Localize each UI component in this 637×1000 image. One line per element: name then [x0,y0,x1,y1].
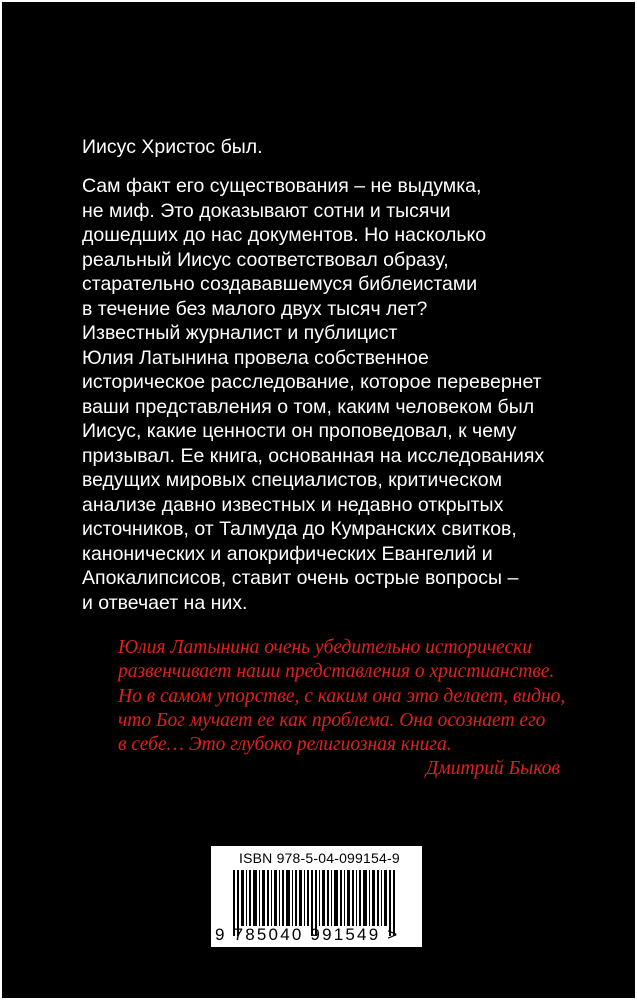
blurb-line: Апокалипсисов, ставит очень острые вопросы – [82,567,519,589]
review-quote [118,636,588,782]
blurb-line: Юлия Латынина провела собственное [82,346,429,369]
blurb-paragraph-2 [82,174,486,321]
quote-line: что Бог мучает ее как проблема. Она осознает его [118,709,546,731]
isbn-barcode [211,846,422,947]
blurb-line: дошедших до нас документов. Но насколько [82,224,487,246]
blurb-line: историческое расследование, которое перевернет [82,371,542,393]
blurb-line: призывал. Ее книга, основанная на исследованиях [82,444,545,467]
blurb-line: Иисус, какие ценности он проповедовал, к чему [82,420,517,442]
quote-author: Дмитрий Быков [425,758,560,780]
blurb-line: ведущих мировых специалистов, критическом [82,469,503,491]
quote-line: Юлия Латынина очень убедительно исторически [118,637,533,658]
blurb-paragraph-3 [82,321,544,615]
back-cover [2,2,635,998]
barcode-digits: 9 785040 991549 > [215,925,400,944]
blurb-line: Известный журналист и публицист [82,322,398,344]
blurb-line: анализе давно известных и недавно открытых [82,493,504,516]
quote-line: в себе… Это глубоко религиозная книга. [118,734,452,756]
quote-line: Но в самом упорстве, с каким она это делает, видно, [118,685,566,707]
quote-line: развенчивает наши представления о христианстве. [118,661,555,683]
blurb-line: источников, от Талмуда до Кумранских свитков, [82,518,517,540]
blurb-line: Иисус Христос был. [82,136,263,158]
blurb-line: в течение без малого двух тысяч лет? [82,297,428,320]
blurb-line: ваши представления о том, каким человеком был [82,395,535,418]
blurb-line: реальный Иисус соответствовал образу, [82,248,449,271]
blurb-line: канонических и апокрифических Евангелий и [82,542,493,565]
isbn-label: ISBN 978-5-04-099154-9 [239,850,400,866]
blurb-line: и отвечает на них. [82,591,248,614]
blurb-paragraph-1 [82,135,263,160]
blurb-line: не миф. Это доказывают сотни и тысячи [82,199,451,222]
blurb-line: Сам факт его существования – не выдумка, [82,175,482,197]
blurb-line: старательно создававшемуся библеистами [82,273,478,295]
